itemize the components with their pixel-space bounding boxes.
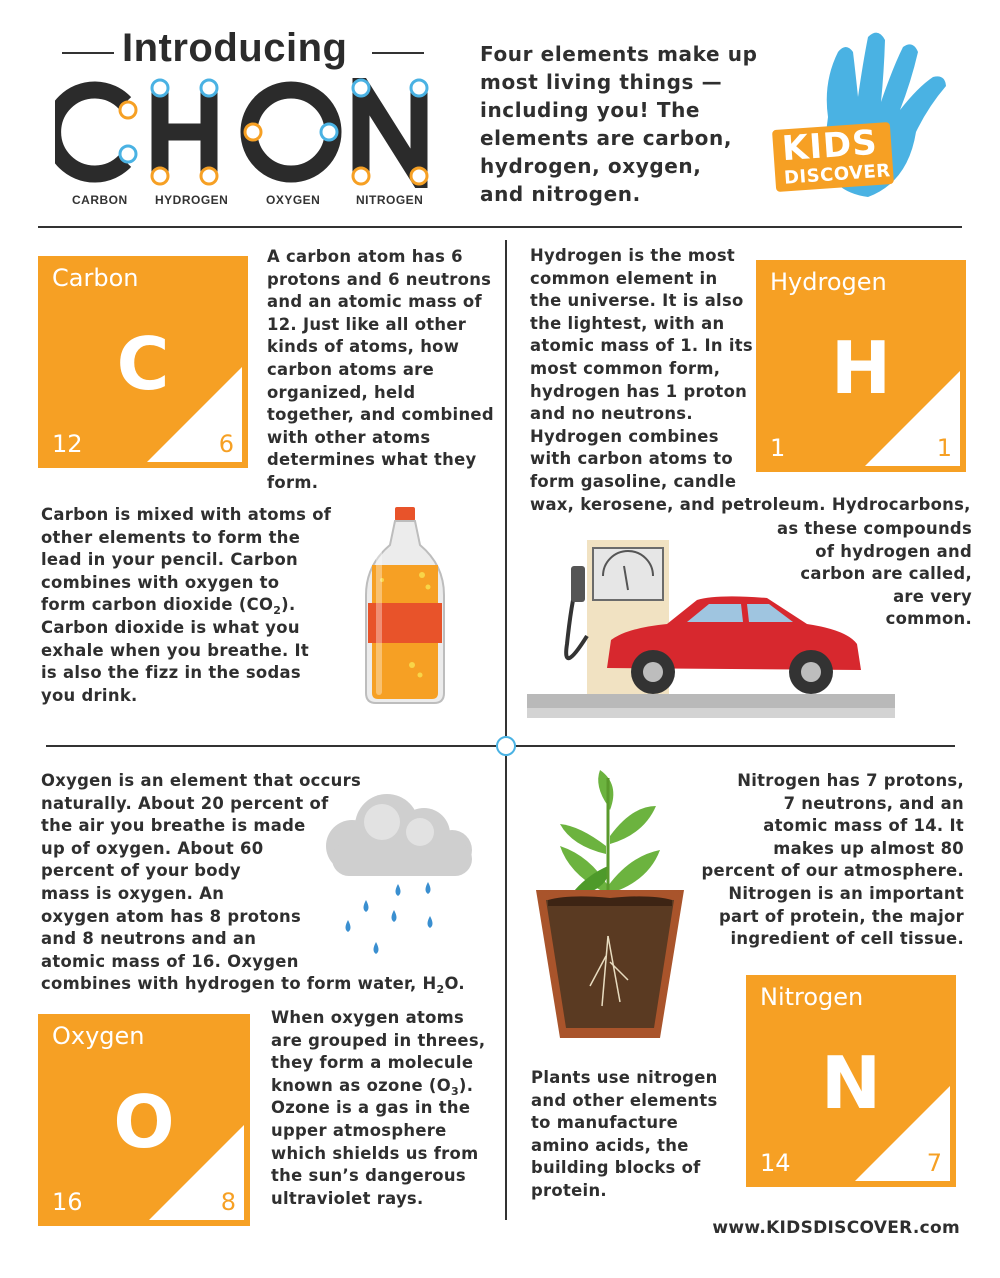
carbon-number: 6 bbox=[218, 430, 234, 458]
title-rule-left bbox=[62, 52, 114, 54]
nitrogen-paragraph-1: Nitrogen has 7 protons, 7 neutrons, and an atomic mass of 14. It makes up almost 80 percent of our atmosphere. Nitrogen is an important part of protein, the major ingredient of cell tissue. bbox=[701, 771, 964, 949]
oxygen-paragraph-2: When oxygen atoms are grouped in threes, they form a molecule known as ozone $(O_3)$. Ozone is a gas in the upper atmosphere which shields us from the sun’s dangerous ultraviolet rays. bbox=[271, 1008, 486, 1208]
kids-discover-logo[interactable] bbox=[768, 22, 968, 212]
letter-n bbox=[361, 86, 419, 178]
nitrogen-symbol: N bbox=[820, 1041, 882, 1125]
vertical-divider-top bbox=[505, 240, 507, 736]
soda-bottle-icon bbox=[362, 505, 448, 705]
oxygen-name: Oxygen bbox=[52, 1022, 145, 1050]
potted-plant-icon bbox=[530, 766, 690, 1046]
hydrogen-mass: 1 bbox=[770, 434, 786, 462]
logo-discover: DISCOVER bbox=[783, 160, 892, 189]
middle-divider-right bbox=[515, 745, 955, 747]
label-carbon: CARBON bbox=[72, 193, 128, 207]
carbon-paragraph-1: A carbon atom has 6 protons and 6 neutrons and an atomic mass of 12. Just like all other kinds of atoms, how carbon atoms are organized, held together, and combined with other atoms determines what they form. bbox=[267, 247, 494, 492]
title-rule-right bbox=[372, 52, 424, 54]
intro-text: Four elements make up most living things — including you! The elements are carbon, hydrogen, oxygen, and nitrogen. bbox=[480, 42, 758, 206]
nitrogen-mass: 14 bbox=[760, 1149, 791, 1177]
carbon-tile bbox=[38, 256, 248, 468]
nitrogen-name: Nitrogen bbox=[760, 983, 864, 1011]
footer-url-link[interactable]: www.KIDSDISCOVER.com bbox=[712, 1218, 960, 1238]
center-circle bbox=[496, 736, 516, 756]
carbon-name: Carbon bbox=[52, 264, 139, 292]
carbon-paragraph-2: Carbon is mixed with atoms of other elements to form the lead in your pencil. Carbon combines with oxygen to form carbon dioxide $(CO_2)$. Carbon dioxide is what you exhale when you breathe. It is also the fizz in the sodas you drink. bbox=[41, 505, 332, 705]
label-nitrogen: NITROGEN bbox=[356, 193, 424, 207]
page-title: Introducing bbox=[122, 26, 348, 70]
label-hydrogen: HYDROGEN bbox=[155, 193, 229, 207]
car-at-gas-pump-icon bbox=[527, 536, 897, 720]
carbon-symbol: C bbox=[116, 322, 170, 406]
hydrogen-paragraph-right: as these compounds of hydrogen and carbon are called, are very common. bbox=[777, 519, 972, 629]
carbon-mass: 12 bbox=[52, 430, 83, 458]
hydrogen-name: Hydrogen bbox=[770, 268, 887, 296]
hydrogen-number: 1 bbox=[936, 434, 952, 462]
oxygen-paragraph-1: Oxygen is an element that occurs naturally. About 20 percent of the air you breathe is made up of oxygen. About 60 percent of your body mass is oxygen. An oxygen atom has 8 protons and 8 neutrons and an atomic mass of 16. Oxygen combines with hydrogen to form water, $H_2O$. bbox=[41, 771, 465, 997]
nitrogen-tile bbox=[746, 975, 956, 1187]
oxygen-number: 8 bbox=[220, 1188, 236, 1216]
hydrogen-symbol: H bbox=[830, 326, 892, 410]
oxygen-mass: 16 bbox=[52, 1188, 83, 1216]
nitrogen-paragraph-2: Plants use nitrogen and other elements to manufacture amino acids, the building blocks of protein. bbox=[531, 1068, 718, 1200]
middle-divider-left bbox=[46, 745, 496, 747]
label-oxygen: OXYGEN bbox=[266, 193, 321, 207]
letter-c bbox=[55, 90, 125, 174]
rain-cloud-icon bbox=[312, 786, 482, 966]
oxygen-tile bbox=[38, 1014, 250, 1226]
chon-letters bbox=[55, 78, 435, 188]
nitrogen-number: 7 bbox=[926, 1149, 942, 1177]
logo-kids: KIDS bbox=[780, 122, 879, 170]
oxygen-symbol: O bbox=[113, 1080, 175, 1164]
header-divider bbox=[38, 226, 962, 228]
vertical-divider-bottom bbox=[505, 756, 507, 1220]
hydrogen-paragraph: Hydrogen is the most common element in the universe. It is also the lightest, with an atomic mass of 1. In its most common form, hydrogen has 1 proton and no neutrons. Hydrogen combines with carbon atoms to form gasoline, candle wax, kerosene, and petroleum. Hydrocarbons, bbox=[530, 246, 971, 514]
letter-h bbox=[160, 86, 209, 178]
